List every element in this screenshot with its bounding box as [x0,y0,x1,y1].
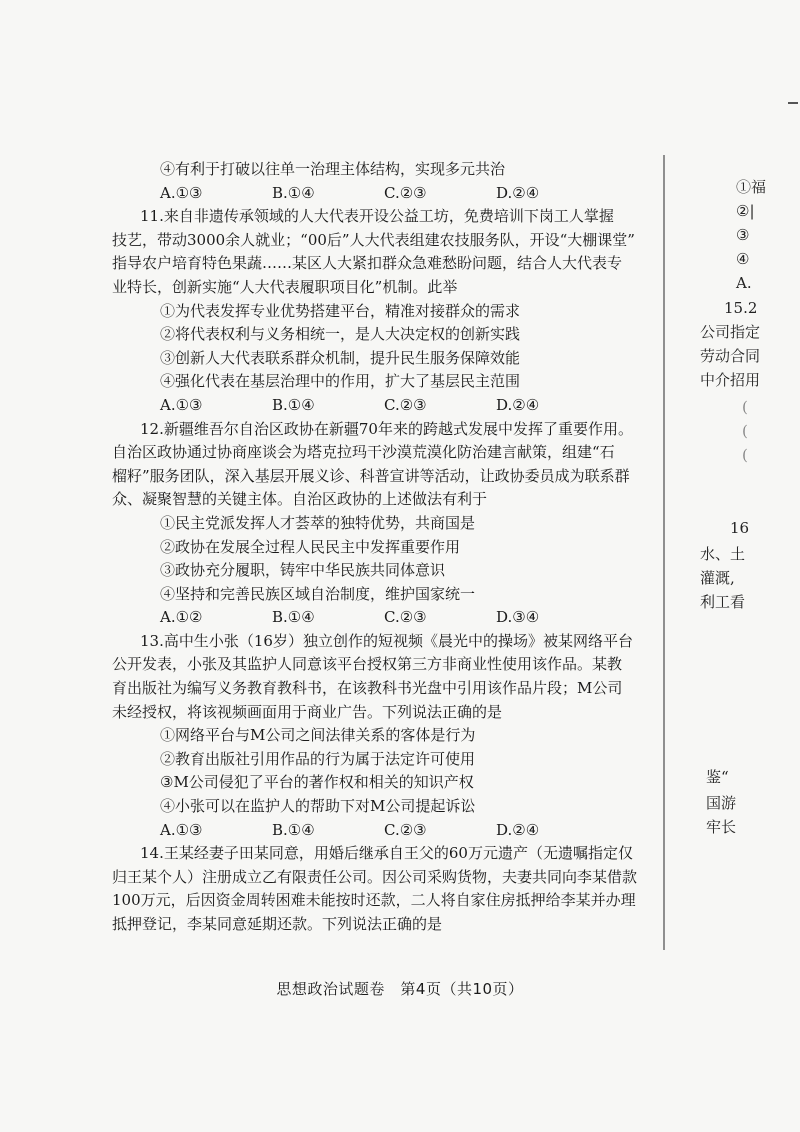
q11-stem-line: 11.来自非遗传承领域的人大代表开设公益工坊，免费培训下岗工人掌握 [140,207,614,226]
fragment-text: 水、土 [700,545,746,563]
option-a: A.①③ [160,395,203,414]
column-divider [663,155,665,950]
q11-options [112,394,652,418]
q13-item: ①网络平台与M公司之间法律关系的客体是行为 [160,726,476,745]
page-footer: 思想政治试题卷 第4页（共10页） [276,980,524,998]
fragment-text: 利工看 [700,593,746,611]
q14-stem-line: 100万元，后因资金周转困难未能按时还款，二人将自家住房抵押给李某并办理 [112,891,636,910]
fragment-text: 牢长 [706,818,737,836]
q13-stem-line: 13.高中生小张（16岁）独立创作的短视频《晨光中的操场》被某网络平台 [140,631,633,650]
q13-stem-line: 未经授权，将该视频画面用于商业广告。下列说法正确的是 [112,702,503,721]
q12-item: ①民主党派发挥人才荟萃的独特优势，共商国是 [160,513,476,532]
q12-stem-line: 12.新疆维吾尔自治区政协在新疆70年来的跨越式发展中发挥了重要作用。 [140,419,633,438]
fragment-text: ④ [736,250,750,268]
q12-item: ②政协在发展全过程人民民主中发挥重要作用 [160,537,461,556]
q13-item: ③M公司侵犯了平台的著作权和相关的知识产权 [160,773,474,792]
option-c: C.②③ [384,820,427,839]
option-b: B.①④ [272,820,315,839]
fragment-text: 公司指定 [700,323,761,341]
option-c: C.②③ [384,395,427,414]
option-b: B.①④ [272,608,315,627]
main-column [112,158,652,937]
option-a: A.①② [160,608,203,627]
q11-item: ②将代表权利与义务相统一，是人大决定权的创新实践 [160,325,521,344]
fragment-text: ①福 [736,178,767,196]
fragment-text: 中介招用 [700,371,761,389]
q13-options [112,819,652,843]
fragment-text: 16 [730,519,750,537]
q10-item-4: ④有利于打破以往单一治理主体结构，实现多元共治 [160,160,506,178]
q11-stem-line: 业特长，创新实施“人大代表履职项目化”机制。此举 [112,277,458,296]
fragment-text: ( [742,422,748,440]
q13-item: ②教育出版社引用作品的行为属于法定许可使用 [160,749,476,768]
option-b: B.①④ [272,395,315,414]
option-d: D.②④ [496,820,540,839]
q14-stem-line: 14.王某经妻子田某同意，用婚后继承自王父的60万元遗产（无遗嘱指定仅 [140,844,633,863]
fragment-text: ( [742,398,748,416]
q11-item: ①为代表发挥专业优势搭建平台，精准对接群众的需求 [160,301,521,320]
q12-item: ③政协充分履职，铸牢中华民族共同体意识 [160,561,446,580]
q10-options [112,182,652,206]
fragment-text: 国游 [706,794,737,812]
fragment-text: ③ [736,226,750,244]
q13-stem-line: 育出版社为编写义务教育教科书，在该教科书光盘中引用该作品片段；M公司 [112,679,623,698]
fragment-text: 15.2 [724,299,758,317]
q12-options [112,606,652,630]
q13-item: ④小张可以在监护人的帮助下对M公司提起诉讼 [160,797,476,816]
q12-stem-line: 众、凝聚智慧的关键主体。自治区政协的上述做法有利于 [112,490,488,509]
option-d: D.②④ [496,395,540,414]
q14-stem-line: 归王某个人）注册成立乙有限责任公司。因公司采购货物，夫妻共同向李某借款 [112,867,638,886]
option-c: C.②③ [384,608,427,627]
q12-item: ④坚持和完善民族区域自治制度，维护国家统一 [160,584,476,603]
fragment-text: 鉴“ [706,768,729,786]
fragment-text: A. [736,274,752,292]
option-d: D.②④ [496,183,540,202]
q12-stem-line: 榴籽”服务团队，深入基层开展义诊、科普宣讲等活动，让政协委员成为联系群 [112,466,630,485]
q11-item: ③创新人大代表联系群众机制，提升民生服务保障效能 [160,348,521,367]
right-column-fragment [672,0,800,1132]
option-a: A.①③ [160,183,203,202]
option-c: C.②③ [384,183,427,202]
fragment-text: ( [742,446,748,464]
q14-stem-line: 抵押登记，李某同意延期还款。下列说法正确的是 [112,915,443,933]
q11-stem-line: 指导农户培育特色果蔬……某区人大紧扣群众急难愁盼问题，结合人大代表专 [112,254,623,273]
option-b: B.①④ [272,183,315,202]
option-d: D.③④ [496,608,540,627]
fragment-text: 劳动合同 [700,347,761,365]
option-a: A.①③ [160,820,203,839]
q12-stem-line: 自治区政协通过协商座谈会为塔克拉玛干沙漠荒漠化防治建言献策，组建“石 [112,443,615,462]
q11-stem-line: 技艺，带动3000余人就业；“00后”人大代表组建农技服务队，开设“大棚课堂” [112,230,635,249]
q11-item: ④强化代表在基层治理中的作用，扩大了基层民主范围 [160,372,521,391]
q13-stem-line: 公开发表，小张及其监护人同意该平台授权第三方非商业性使用该作品。某教 [112,655,623,674]
fragment-text: 灌溉, [700,569,735,587]
fragment-text: ②| [736,202,755,220]
